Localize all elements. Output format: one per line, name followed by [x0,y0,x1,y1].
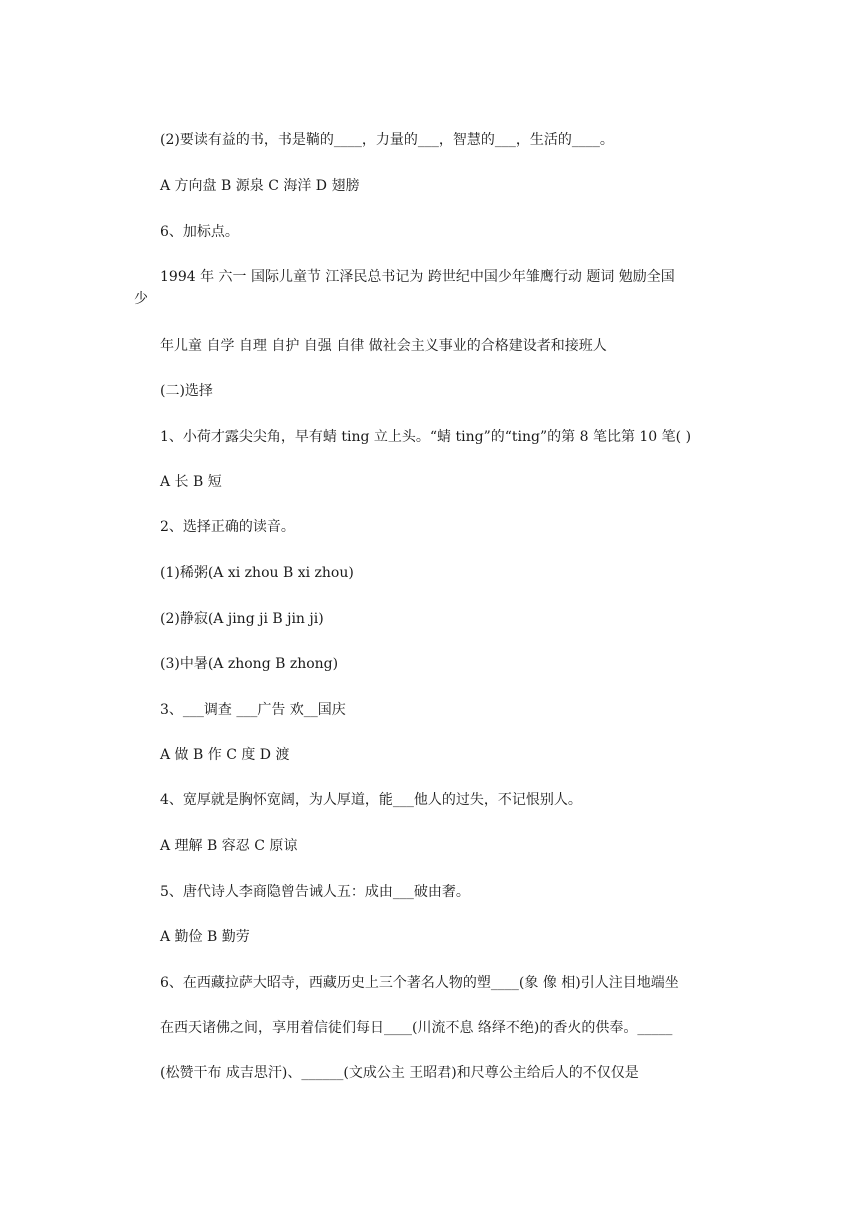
choice-question-3-options: A 做 B 作 C 度 D 渡 [160,747,290,763]
choice-question-5: 5、唐代诗人李商隐曾告诫人五：成由___破由奢。 [160,884,470,900]
choice-question-2-item-3: (3)中暑(A zhong B zhong) [160,656,339,672]
punctuation-passage-wrap: 少 [134,291,148,307]
choice-question-4-options: A 理解 B 容忍 C 原谅 [160,838,298,854]
choice-question-1: 1、小荷才露尖尖角，早有蜻 ting 立上头。“蜻 ting”的“ting”的第 8 笔比第 10 笔( ) [160,429,692,445]
choice-question-3: 3、___调查 ___广告 欢__国庆 [160,702,346,718]
choice-question-6-line-1: 6、在西藏拉萨大昭寺，西藏历史上三个著名人物的塑____(象 像 相)引人注目地端坐 [160,975,679,991]
question-5-2-text: (2)要读有益的书，书是鞝的____，力量的___，智慧的___，生活的____。 [160,132,614,148]
choice-question-4: 4、宽厚就是胸怀宽阔，为人厚道，能___他人的过失，不记恨别人。 [160,792,582,808]
choice-question-5-options: A 勤俭 B 勤劳 [160,929,250,945]
question-5-2-options: A 方向盘 B 源泉 C 海洋 D 翅膀 [160,178,360,194]
choice-question-2: 2、选择正确的读音。 [160,519,295,535]
choice-question-1-options: A 长 B 短 [160,474,222,490]
choice-question-6-line-2: 在西天诸佛之间，享用着信徒们每日____(川流不息 络绎不绝)的香火的供奉。_____ [160,1020,673,1036]
question-6-heading: 6、加标点。 [160,224,239,240]
choice-question-6-line-3: (松赞干布 成吉思汗)、______(文成公主 王昭君)和尺尊公主给后人的不仅仅是 [160,1065,639,1081]
section-heading-choice: (二)选择 [160,383,213,399]
punctuation-passage-line-2: 年儿童 自学 自理 自护 自强 自律 做社会主义事业的合格建设者和接班人 [160,338,607,354]
punctuation-passage-line-1: 1994 年 六一 国际儿童节 江泽民总书记为 跨世纪中国少年雏鹰行动 题词 勉励全国 [160,269,675,285]
choice-question-2-item-1: (1)稀粥(A xi zhou B xi zhou) [160,565,354,581]
choice-question-2-item-2: (2)静寂(A jing ji B jin ji) [160,611,324,627]
